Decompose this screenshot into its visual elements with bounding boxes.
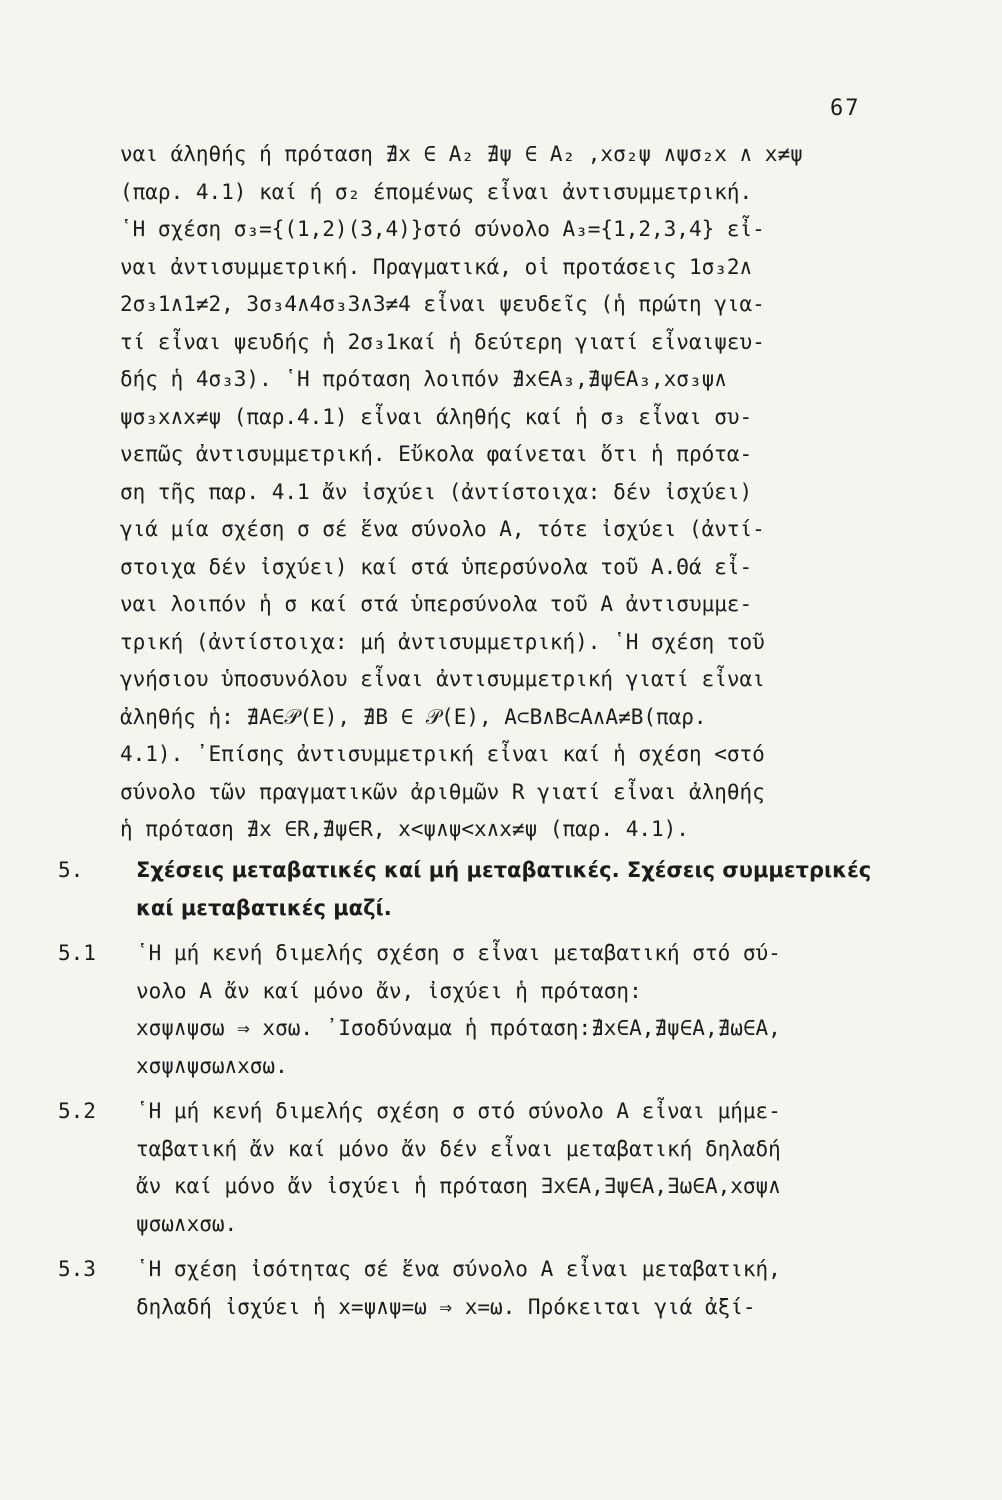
text-line: ταβατική ἄν καί μόνο ἄν δέν εἶναι μεταβατική δηλαδή bbox=[136, 1136, 781, 1161]
text-line: σύνολο τῶν πραγματικῶν ἀριθμῶν R γιατί εἶναι ἀληθής bbox=[120, 779, 765, 804]
text-line: δής ἡ 4σ₃3). ῾Η πρόταση λοιπόν ∄x∈A₃,∄ψ∈A₃,xσ₃ψ∧ bbox=[120, 367, 727, 391]
section-number: 5. bbox=[58, 858, 84, 882]
text-line: 2σ₃1∧1≠2, 3σ₃4∧4σ₃3∧3≠4 εἶναι ψευδεῖς (ἡ πρώτη για- bbox=[120, 292, 765, 316]
text-line: ῾Η σχέση σ₃={(1,2)(3,4)}στό σύνολο A₃={1,2,3,4} εἶ- bbox=[120, 217, 765, 241]
text-line: 4.1). ᾽Επίσης ἀντισυμμετρική εἶναι καί ἡ σχέση <στό bbox=[120, 742, 765, 766]
text-line: ἡ πρόταση ∄x ∈R,∄ψ∈R, x<ψ∧ψ<x∧x≠ψ (παρ. 4.1). bbox=[120, 817, 689, 841]
section-heading: Σχέσεις μεταβατικές καί μή μεταβατικές. Σχέσεις συμμετρικές bbox=[136, 858, 872, 882]
section-heading: καί μεταβατικές μαζί. bbox=[136, 895, 392, 920]
section-5-3 bbox=[58, 1251, 898, 1326]
text-line: ῾Η μή κενή διμελής σχέση σ εἶναι μεταβατική στό σύ- bbox=[136, 941, 781, 965]
text-line: ἄν καί μόνο ἄν ἰσχύει ἡ πρόταση ∃x∈A,∃ψ∈A,∃ω∈A,xσψ∧ bbox=[136, 1174, 781, 1198]
paragraph bbox=[120, 136, 890, 849]
text-line: ψσ₃x∧x≠ψ (παρ.4.1) εἶναι άληθής καί ἡ σ₃ εἶναι συ- bbox=[120, 404, 753, 429]
text-line: xσψ∧ψσω∧xσω. bbox=[136, 1053, 288, 1078]
text-line: ῾Η μή κενή διμελής σχέση σ στό σύνολο A εἶναι μήμε- bbox=[136, 1099, 781, 1123]
text-line: (παρ. 4.1) καί ή σ₂ έπομένως εἶναι ἀντισυμμετρική. bbox=[120, 179, 753, 204]
page-number: 67 bbox=[830, 96, 861, 121]
text-line: xσψ∧ψσω ⇒ xσω. ᾽Ισοδύναμα ἡ πρόταση:∄x∈A,∄ψ∈A,∄ω∈A, bbox=[136, 1016, 781, 1040]
section-number: 5.1 bbox=[58, 941, 96, 965]
text-line: ἀληθής ἡ: ∄A∈𝒫(E), ∄B ∈ 𝒫(E), A⊂B∧B⊂A∧A≠B(παρ. bbox=[120, 704, 707, 729]
text-line: ναι άληθής ή πρόταση ∄x ∈ A₂ ∄ψ ∈ A₂ ,xσ₂ψ ∧ψσ₂x ∧ x≠ψ bbox=[120, 142, 803, 166]
text-line: ψσω∧xσω. bbox=[136, 1211, 238, 1236]
section-number: 5.2 bbox=[58, 1099, 96, 1123]
text-line: νολο A ἄν καί μόνο ἄν, ἰσχύει ἡ πρόταση: bbox=[136, 978, 642, 1003]
text-line: ση τῆς παρ. 4.1 ἄν ἰσχύει (ἀντίστοιχα: δέν ἰσχύει) bbox=[120, 479, 753, 504]
section-5-1 bbox=[58, 935, 898, 1085]
text-line: δηλαδή ἰσχύει ἡ x=ψ∧ψ=ω ⇒ x=ω. Πρόκειται γιά ἀξί- bbox=[136, 1294, 756, 1319]
section-5-2 bbox=[58, 1093, 898, 1243]
section-5 bbox=[58, 852, 898, 927]
text-line: γνήσιου ὑποσυνόλου εἶναι ἀντισυμμετρική γιατί εἶναι bbox=[120, 667, 765, 691]
text-line: στοιχα δέν ἰσχύει) καί στά ὑπερσύνολα τοῦ A.Θά εἶ- bbox=[120, 554, 753, 579]
text-line: γιά μία σχέση σ σέ ἕνα σύνολο A, τότε ἰσχύει (ἀντί- bbox=[120, 517, 765, 541]
sections bbox=[58, 852, 898, 1326]
text-line: ῾Η σχέση ἰσότητας σέ ἕνα σύνολο A εἶναι μεταβατική, bbox=[136, 1257, 781, 1281]
text-line: νεπῶς ἀντισυμμετρική. Εὔκολα φαίνεται ὅτι ἡ πρότα- bbox=[120, 442, 753, 466]
text-line: ναι λοιπόν ἡ σ καί στά ὑπερσύνολα τοῦ A ἀντισυμμε- bbox=[120, 592, 753, 616]
text-line: τί εἶναι ψευδής ἡ 2σ₃1καί ἡ δεύτερη γιατί εἶναιψευ- bbox=[120, 329, 765, 354]
text-line: ναι ἀντισυμμετρική. Πραγματικά, οἱ προτάσεις 1σ₃2∧ bbox=[120, 254, 753, 279]
section-number: 5.3 bbox=[58, 1257, 96, 1281]
text-line: τρική (ἀντίστοιχα: μή ἀντισυμμετρική). ῾Η σχέση τοῦ bbox=[120, 629, 765, 654]
